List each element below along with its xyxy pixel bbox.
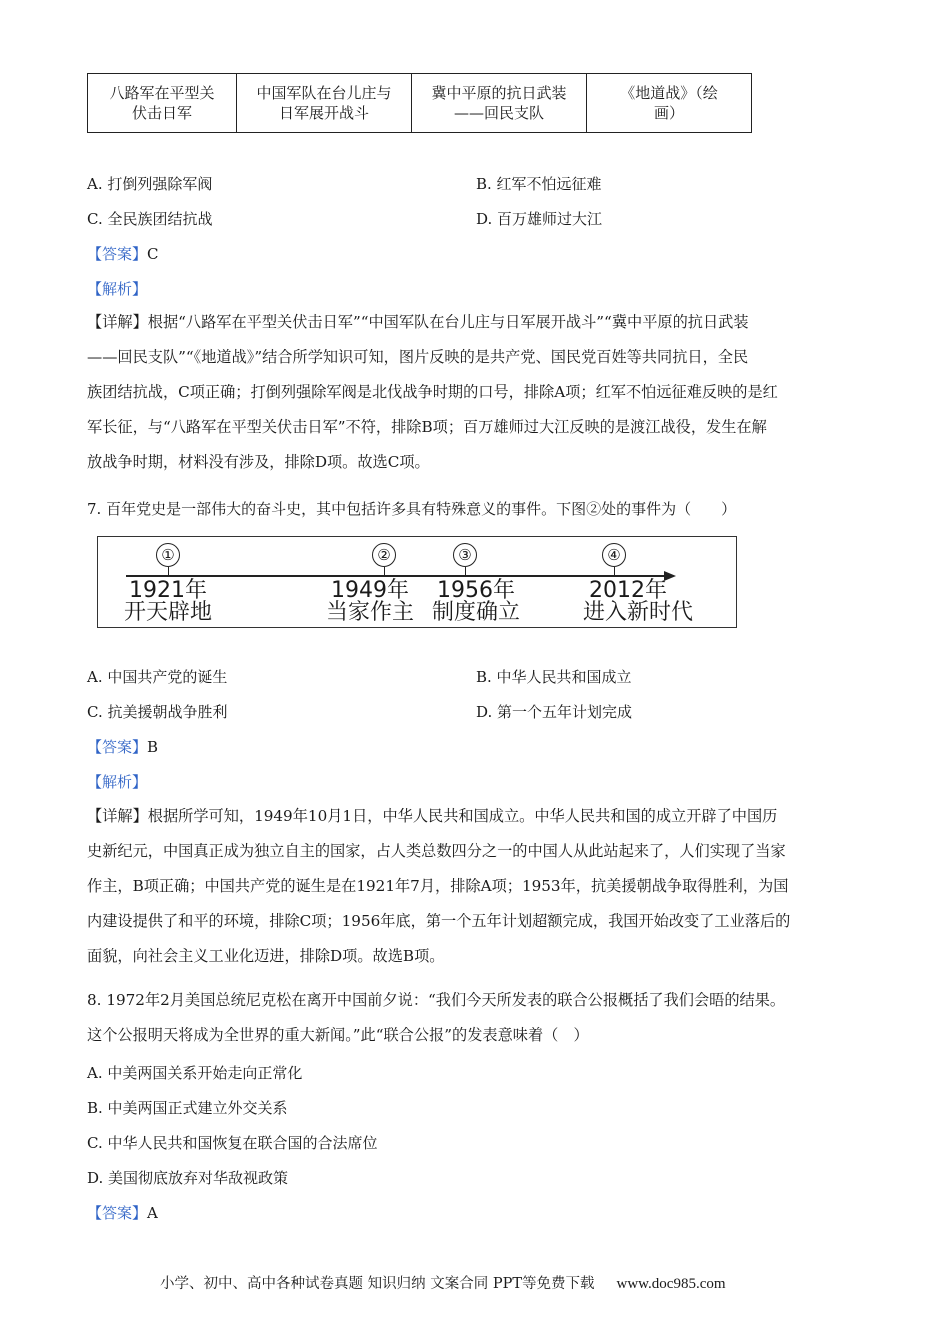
- timeline-label-1: 开天辟地: [123, 600, 213, 625]
- timeline-axis: [126, 575, 666, 577]
- q7-option-a: A. 中国共产党的诞生: [87, 668, 228, 686]
- q8-option-d: D. 美国彻底放弃对华敌视政策: [87, 1169, 289, 1187]
- timeline-year-3: 1956年: [437, 578, 515, 603]
- timeline-marker-1: ①: [156, 543, 180, 567]
- q6-option-c: C. 全民族团结抗战: [87, 210, 213, 228]
- answer-label: 【答案】: [87, 1204, 148, 1222]
- q7-answer: [87, 736, 158, 757]
- q7-detail: 【详解】根据所学可知，1949年10月1日，中华人民共和国成立。中华人民共和国的成立开辟了中国历 史新纪元，中国真正成为独立自主的国家，占人类总数四分之一的中国人从此站起来了，人们实现了当家 作主，B项正确；中国共产党的诞生是在1921年7月，排除A项；1953年，抗美援朝战争取得胜利，为国 内建设提供了和平的环境，排除C项；1956年底，第一个五年计划超额完成，我国开始改变了工业落后的 面貌，向社会主义工业化迈进，排除D项。故选B项。: [87, 807, 791, 965]
- page-footer: [160, 1272, 726, 1293]
- detail-label: 【详解】: [87, 313, 148, 331]
- q6-option-b: B. 红军不怕远征难: [476, 175, 602, 193]
- answer-label: 【答案】: [87, 738, 148, 756]
- footer-text: 小学、初中、高中各种试卷真题 知识归纳 文案合同 PPT等免费下载: [160, 1276, 595, 1292]
- q6-option-a: A. 打倒列强除军阀: [87, 175, 213, 193]
- q7-option-d: D. 第一个五年计划完成: [476, 703, 633, 721]
- timeline-marker-2: ②: [372, 543, 396, 567]
- q6-option-table: [87, 73, 752, 133]
- q7-analysis-label: 【解析】: [87, 773, 148, 791]
- timeline-year-1: 1921年: [129, 578, 207, 603]
- q8-option-a: A. 中美两国关系开始走向正常化: [87, 1064, 303, 1082]
- footer-url[interactable]: www.doc985.com: [616, 1276, 726, 1292]
- q6-answer: [87, 243, 159, 264]
- q6-option-d: D. 百万雄师过大江: [476, 210, 603, 228]
- timeline-year-4: 2012年: [589, 578, 667, 603]
- q6-analysis-label: 【解析】: [87, 280, 148, 298]
- timeline-tick: [465, 567, 466, 575]
- timeline-label-2: 当家作主: [325, 600, 415, 625]
- timeline-marker-4: ④: [602, 543, 626, 567]
- timeline-label-4: 进入新时代: [582, 600, 694, 625]
- table-cell: 中国军队在台儿庄与 日军展开战斗: [237, 74, 412, 133]
- answer-value: C: [147, 245, 159, 263]
- table-cell: 八路军在平型关 伏击日军: [88, 74, 237, 133]
- timeline-marker-3: ③: [453, 543, 477, 567]
- timeline-tick: [614, 567, 615, 575]
- timeline-year-2: 1949年: [331, 578, 409, 603]
- q7-option-b: B. 中华人民共和国成立: [476, 668, 632, 686]
- q6-detail: 【详解】根据“八路军在平型关伏击日军”“中国军队在台儿庄与日军展开战斗”“冀中平原的抗日武装 ——回民支队”“《地道战》”结合所学知识可知，图片反映的是共产党、国民党百姓等共同抗日，全民 族团结抗战，C项正确；打倒列强除军阀是北伐战争时期的口号，排除A项；红军不怕远征难反映的是红 军长征，与“八路军在平型关伏击日军”不符，排除B项；百万雄师过大江反映的是渡江战役，发生在解 放战争时期，材料没有涉及，排除D项。故选C项。: [87, 313, 778, 471]
- answer-label: 【答案】: [87, 245, 148, 263]
- detail-label: 【详解】: [87, 807, 148, 825]
- answer-value: B: [147, 738, 159, 756]
- answer-value: A: [147, 1204, 158, 1222]
- table-cell: 《地道战》（绘 画）: [587, 74, 752, 133]
- q7-timeline-figure: [97, 536, 737, 628]
- timeline-tick: [384, 567, 385, 575]
- q8-stem: 8. 1972年2月美国总统尼克松在离开中国前夕说：“我们今天所发表的联合公报概括了我们会晤的结果。 这个公报明天将成为全世界的重大新闻。”此“联合公报”的发表意味着（ ）: [87, 991, 786, 1044]
- q7-stem: 7. 百年党史是一部伟大的奋斗史，其中包括许多具有特殊意义的事件。下图②处的事件为（ ）: [87, 500, 737, 518]
- q8-option-b: B. 中美两国正式建立外交关系: [87, 1099, 288, 1117]
- timeline-tick: [168, 567, 169, 575]
- q8-option-c: C. 中华人民共和国恢复在联合国的合法席位: [87, 1134, 378, 1152]
- table-cell: 冀中平原的抗日武装 ——回民支队: [412, 74, 587, 133]
- q7-option-c: C. 抗美援朝战争胜利: [87, 703, 228, 721]
- timeline-label-3: 制度确立: [431, 600, 521, 625]
- q8-answer: [87, 1202, 158, 1223]
